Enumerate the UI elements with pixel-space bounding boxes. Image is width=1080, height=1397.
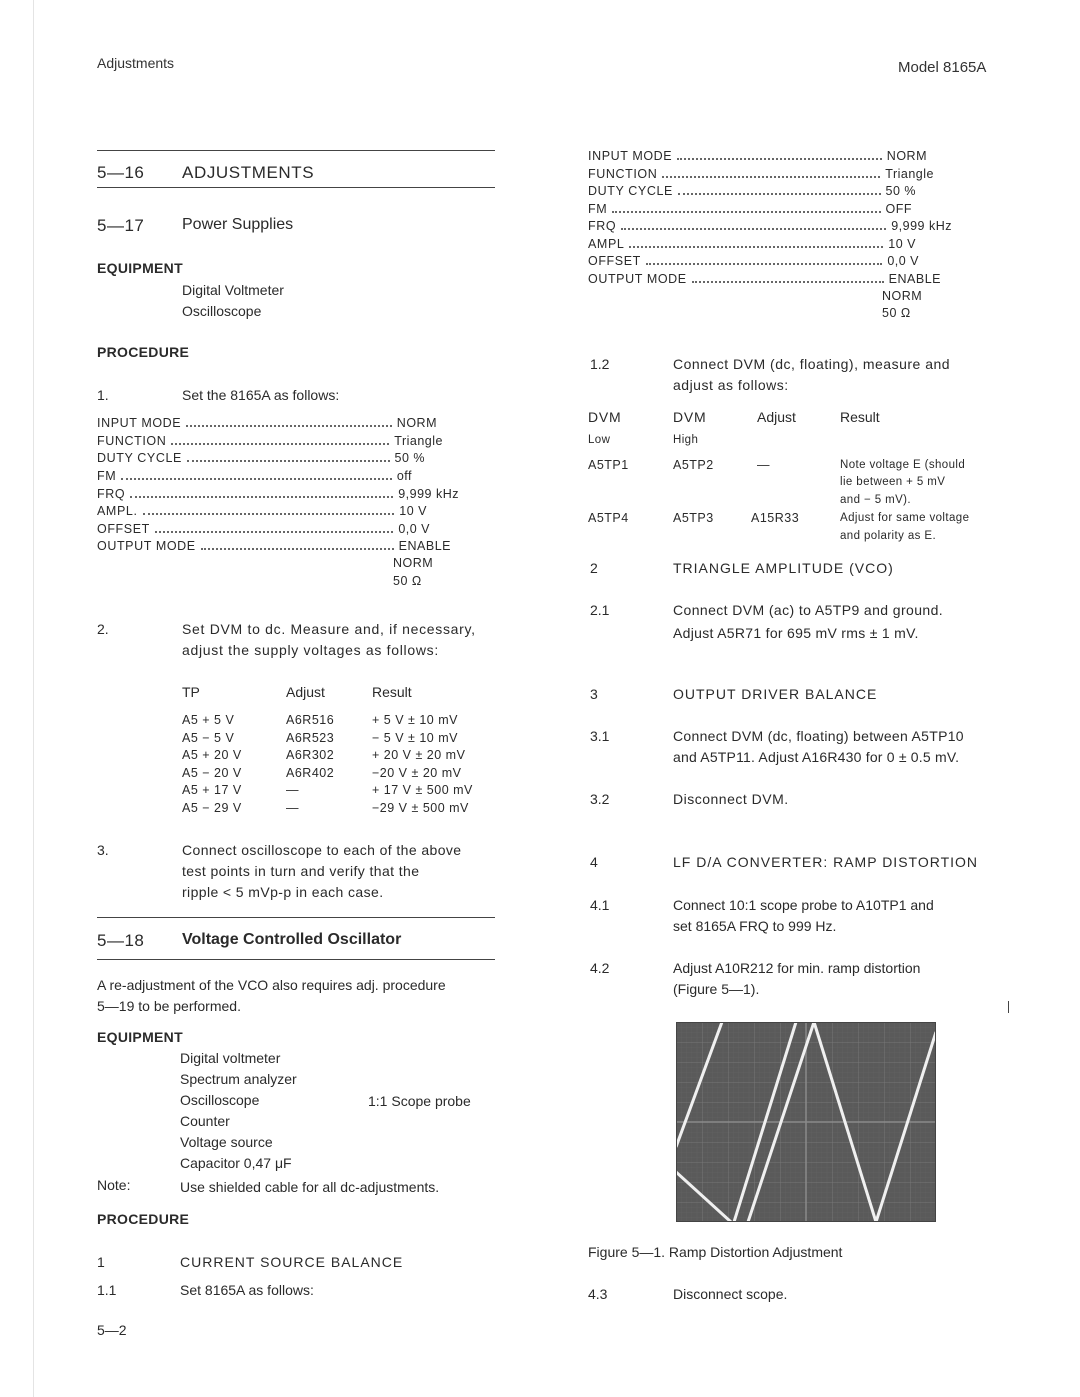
setting-row <box>97 487 459 501</box>
section-5-17-title: Power Supplies <box>182 216 294 233</box>
table-cell: + 5 V ± 10 mV <box>372 713 458 727</box>
step-1-number: 1. <box>97 387 109 403</box>
section-rule-bottom <box>97 187 495 188</box>
page-number: 5—2 <box>97 1322 127 1338</box>
vco-note-text: A re-adjustment of the VCO also requires adj. procedure <box>97 977 446 993</box>
setting-label: OUTPUT MODE <box>588 272 687 286</box>
section-rule-bottom <box>97 959 495 960</box>
setting-label: OFFSET <box>97 522 150 536</box>
table-cell: A5 + 5 V <box>182 713 235 727</box>
setting-row <box>588 167 934 181</box>
dvm-low-header: DVM <box>588 409 622 425</box>
equipment-item: Oscilloscope <box>182 303 262 319</box>
setting-row <box>97 539 451 553</box>
vco-note-text: 5—19 to be performed. <box>97 998 241 1014</box>
table-cell: A5 + 17 V <box>182 783 242 797</box>
equipment-label: EQUIPMENT <box>97 260 183 276</box>
setting-row <box>588 237 916 251</box>
setting-value-extra: NORM <box>393 556 434 570</box>
table-cell: + 20 V ± 20 mV <box>372 748 466 762</box>
step-4-3-number: 4.3 <box>588 1286 608 1302</box>
equipment-item: Capacitor 0,47 μF <box>180 1155 292 1171</box>
setting-value: off <box>396 469 412 483</box>
step-1-2-number: 1.2 <box>590 356 610 372</box>
leader-dots <box>677 158 882 160</box>
setting-label: OUTPUT MODE <box>97 539 196 553</box>
step-1-2-text: Connect DVM (dc, floating), measure and <box>673 356 951 372</box>
step-3-number: 3 <box>590 686 598 702</box>
equipment-item: Voltage source <box>180 1134 273 1150</box>
step-4-number: 4 <box>590 854 598 870</box>
step-4-3-text: Disconnect scope. <box>673 1286 788 1302</box>
leader-dots <box>186 425 392 427</box>
setting-label: INPUT MODE <box>97 416 182 430</box>
table-cell: — <box>286 801 299 815</box>
equipment-item: Digital Voltmeter <box>182 282 284 298</box>
section-rule-top <box>97 917 495 918</box>
setting-value: 50 % <box>394 451 425 465</box>
leader-dots <box>621 228 886 230</box>
leader-dots <box>201 548 394 550</box>
step-1-text: Set the 8165A as follows: <box>182 387 340 403</box>
section-5-16-number: 5—16 <box>97 163 145 182</box>
table-cell: A6R523 <box>286 731 335 745</box>
dvm-sub-label: Low <box>588 434 611 446</box>
setting-value: 0,0 V <box>887 254 919 268</box>
step-2-1-text: Connect DVM (ac) to A5TP9 and ground. <box>673 602 944 618</box>
result-header: Result <box>840 409 880 425</box>
note-label: Note: <box>97 1177 131 1193</box>
equipment-item: Counter <box>180 1113 230 1129</box>
step-2-number: 2 <box>590 560 598 576</box>
setting-row <box>588 149 927 163</box>
setting-value: NORM <box>396 416 437 430</box>
step-4-2-number: 4.2 <box>590 960 610 976</box>
leader-dots <box>171 443 389 445</box>
table-result-line: and − 5 mV). <box>840 494 911 506</box>
step-3-text: test points in turn and verify that the <box>182 863 420 879</box>
step-4-2-text: (Figure 5—1). <box>673 981 760 997</box>
leader-dots <box>692 281 884 283</box>
oscilloscope-photo <box>676 1022 936 1222</box>
step-3-2-number: 3.2 <box>590 791 610 807</box>
procedure-label: PROCEDURE <box>97 1211 190 1227</box>
dvm-sub-label: High <box>673 434 699 446</box>
table-cell: — <box>286 783 299 797</box>
setting-value: ENABLE <box>398 539 451 553</box>
step-1-number: 1 <box>97 1254 105 1270</box>
step-3-1-text: Connect DVM (dc, floating) between A5TP10 <box>673 728 964 744</box>
page-edge <box>33 0 34 1397</box>
table-cell: −29 V ± 500 mV <box>372 801 469 815</box>
table-result-line: Adjust for same voltage <box>840 512 970 524</box>
table-cell: A5TP4 <box>588 511 629 525</box>
scope-probe-item: 1:1 Scope probe <box>368 1093 471 1109</box>
setting-value: Triangle <box>394 434 443 448</box>
leader-dots <box>678 193 881 195</box>
leader-dots <box>646 263 882 265</box>
setting-row <box>588 184 916 198</box>
step-1-text: CURRENT SOURCE BALANCE <box>180 1254 404 1270</box>
setting-label: AMPL. <box>97 504 138 518</box>
step-3-1-number: 3.1 <box>590 728 610 744</box>
table-result-line: Note voltage E (should <box>840 459 966 471</box>
step-3-2-text: Disconnect DVM. <box>673 791 789 807</box>
leader-dots <box>155 531 393 533</box>
step-2-number: 2. <box>97 621 109 637</box>
equipment-item: Oscilloscope <box>180 1092 260 1108</box>
equipment-item: Spectrum analyzer <box>180 1071 297 1087</box>
leader-dots <box>629 246 883 248</box>
setting-label: FM <box>97 469 117 483</box>
setting-label: FRQ <box>97 487 126 501</box>
table-cell: A6R402 <box>286 766 335 780</box>
setting-value-extra: NORM <box>882 289 923 303</box>
setting-row <box>588 219 952 233</box>
setting-label: FUNCTION <box>97 434 167 448</box>
equipment-label: EQUIPMENT <box>97 1029 183 1045</box>
setting-row <box>97 416 437 430</box>
setting-value: 50 % <box>885 184 916 198</box>
setting-row <box>97 451 425 465</box>
table-cell: A5 − 20 V <box>182 766 242 780</box>
section-rule-top <box>97 150 495 151</box>
table-cell: − 5 V ± 10 mV <box>372 731 458 745</box>
step-1-1-number: 1.1 <box>97 1282 117 1298</box>
leader-dots <box>130 496 393 498</box>
equipment-item: Digital voltmeter <box>180 1050 281 1066</box>
leader-dots <box>187 460 390 462</box>
setting-label: DUTY CYCLE <box>588 184 673 198</box>
setting-row <box>97 522 430 536</box>
section-5-18-number: 5—18 <box>97 931 145 950</box>
setting-value-extra: 50 Ω <box>882 306 911 320</box>
setting-value: 10 V <box>399 504 427 518</box>
section-5-16-title: ADJUSTMENTS <box>182 163 315 182</box>
step-2-1-number: 2.1 <box>590 602 610 618</box>
table-cell: A6R516 <box>286 713 335 727</box>
setting-row <box>588 202 912 216</box>
step-1-1-text: Set 8165A as follows: <box>180 1282 314 1298</box>
step-4-2-text: Adjust A10R212 for min. ramp distortion <box>673 960 921 976</box>
table-cell: A5TP3 <box>673 511 714 525</box>
tp-header: TP <box>182 684 200 700</box>
setting-row <box>588 272 941 286</box>
setting-value: OFF <box>885 202 912 216</box>
table-result-line: lie between + 5 mV <box>840 476 946 488</box>
setting-label: FM <box>588 202 608 216</box>
note-text: Use shielded cable for all dc-adjustments. <box>180 1179 440 1195</box>
adjust-header: Adjust <box>286 684 325 700</box>
setting-value: 0,0 V <box>398 522 430 536</box>
table-cell: A5 − 5 V <box>182 731 235 745</box>
table-result-line: and polarity as E. <box>840 530 937 542</box>
table-cell: — <box>757 458 770 472</box>
result-header: Result <box>372 684 412 700</box>
table-cell: A5TP1 <box>588 458 629 472</box>
step-2-text: TRIANGLE AMPLITUDE (VCO) <box>673 560 894 576</box>
setting-row <box>588 254 919 268</box>
table-cell: A5 + 20 V <box>182 748 242 762</box>
dvm-high-header: DVM <box>673 409 707 425</box>
step-1-2-text: adjust as follows: <box>673 377 789 393</box>
oscilloscope-trace-image <box>676 1022 936 1222</box>
header-section-name: Adjustments <box>97 55 175 71</box>
setting-label: INPUT MODE <box>588 149 673 163</box>
setting-row <box>97 504 427 518</box>
leader-dots <box>121 478 392 480</box>
adjust-header: Adjust <box>757 409 796 425</box>
setting-label: FRQ <box>588 219 617 233</box>
setting-value: 9,999 kHz <box>891 219 952 233</box>
step-3-text: OUTPUT DRIVER BALANCE <box>673 686 878 702</box>
setting-row <box>97 434 443 448</box>
table-cell: A5 − 29 V <box>182 801 242 815</box>
table-cell: A6R302 <box>286 748 335 762</box>
procedure-label: PROCEDURE <box>97 344 190 360</box>
step-4-text: LF D/A CONVERTER: RAMP DISTORTION <box>673 854 979 870</box>
table-cell: A15R33 <box>751 511 800 525</box>
step-4-1-text: Connect 10:1 scope probe to A10TP1 and <box>673 897 934 913</box>
step-4-1-text: set 8165A FRQ to 999 Hz. <box>673 918 837 934</box>
leader-dots <box>612 211 880 213</box>
setting-value: ENABLE <box>888 272 941 286</box>
step-2-text: adjust the supply voltages as follows: <box>182 642 439 658</box>
setting-label: DUTY CYCLE <box>97 451 182 465</box>
setting-label: OFFSET <box>588 254 641 268</box>
step-3-text: ripple < 5 mVp-p in each case. <box>182 884 384 900</box>
step-3-text: Connect oscilloscope to each of the above <box>182 842 462 858</box>
leader-dots <box>143 513 395 515</box>
leader-dots <box>662 176 880 178</box>
header-model: Model 8165A <box>898 59 987 76</box>
setting-value-extra: 50 Ω <box>393 574 422 588</box>
setting-label: FUNCTION <box>588 167 658 181</box>
table-cell: + 17 V ± 500 mV <box>372 783 473 797</box>
section-5-18-title: Voltage Controlled Oscillator <box>182 931 402 948</box>
table-cell: −20 V ± 20 mV <box>372 766 462 780</box>
figure-caption: Figure 5—1. Ramp Distortion Adjustment <box>588 1244 843 1260</box>
table-cell: A5TP2 <box>673 458 714 472</box>
setting-row <box>97 469 412 483</box>
setting-value: 9,999 kHz <box>398 487 459 501</box>
step-3-number: 3. <box>97 842 109 858</box>
step-2-1-text: Adjust A5R71 for 695 mV rms ± 1 mV. <box>673 625 919 641</box>
setting-value: Triangle <box>885 167 934 181</box>
setting-value: 10 V <box>888 237 916 251</box>
setting-label: AMPL <box>588 237 625 251</box>
step-3-1-text: and A5TP11. Adjust A16R430 for 0 ± 0.5 mV. <box>673 749 960 765</box>
setting-value: NORM <box>886 149 927 163</box>
margin-mark <box>1008 1001 1009 1013</box>
section-5-17-number: 5—17 <box>97 216 145 235</box>
step-4-1-number: 4.1 <box>590 897 610 913</box>
step-2-text: Set DVM to dc. Measure and, if necessary, <box>182 621 476 637</box>
